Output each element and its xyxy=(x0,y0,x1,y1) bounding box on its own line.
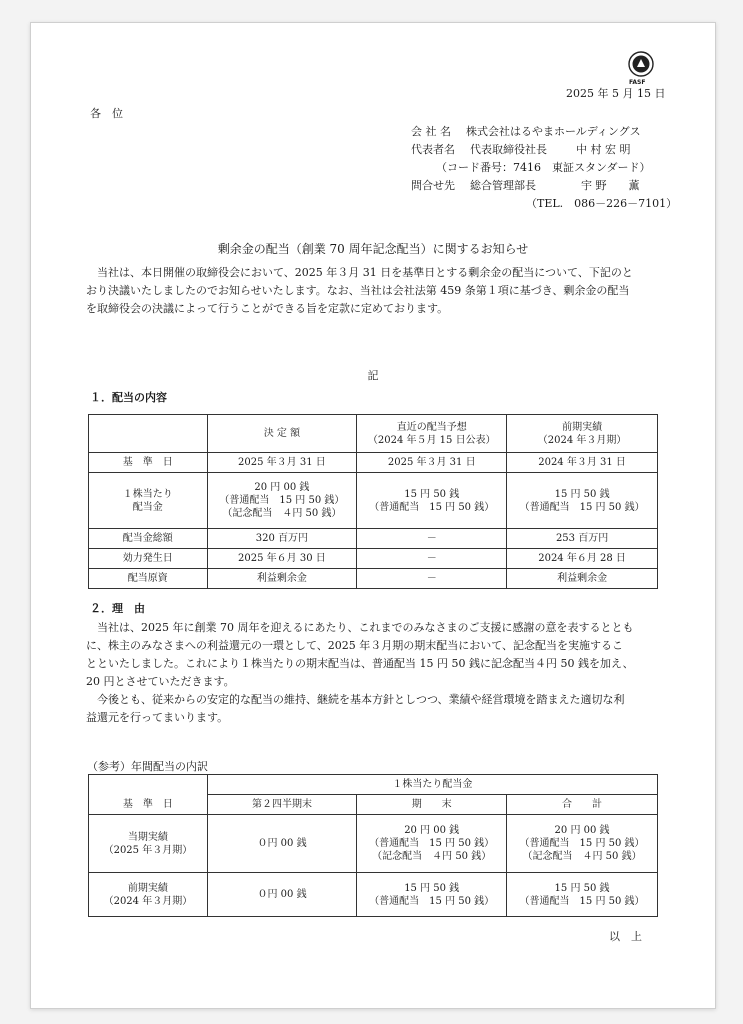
intro-paragraph xyxy=(86,264,666,318)
reason-line: 当社は、2025 年に創業 70 周年を迎えるにあたり、これまでのみなさまのご支援に感謝の意を表するととも xyxy=(97,621,634,634)
rep-label: 代表者名 xyxy=(411,143,455,156)
table-cell: 2025 年３月 31 日 xyxy=(357,453,507,473)
table-header-cell: 直近の配当予想 （2024 年５月 15 日公表） xyxy=(357,415,507,453)
reason-line: 20 円とさせていただきます。 xyxy=(86,675,235,688)
table-cell: 20 円 00 銭 （普通配当 15 円 50 銭） （記念配当 ４円 50 銭） xyxy=(357,815,507,873)
table-cell: 253 百万円 xyxy=(507,529,658,549)
table-cell: － xyxy=(357,529,507,549)
table-cell: ０円 00 銭 xyxy=(207,873,356,917)
contact-tel: （TEL. 086－226－7101） xyxy=(526,197,678,210)
reason-line: 今後とも、従来からの安定的な配当の維持、継続を基本方針としつつ、業績や経営環境を踏まえた適切な利 xyxy=(97,693,625,706)
company-name: 株式会社はるやまホールディングス xyxy=(466,125,641,138)
ki-marker: 記 xyxy=(367,369,379,382)
table-cell: 利益剰余金 xyxy=(507,569,658,589)
table-header-row xyxy=(89,795,658,815)
table-cell: ０円 00 銭 xyxy=(207,815,356,873)
table-row xyxy=(89,453,658,473)
table-cell: 基 準 日 xyxy=(89,453,208,473)
logo-label: FASF xyxy=(629,79,646,86)
table-header-cell: 前期実績 （2024 年３月期） xyxy=(507,415,658,453)
reason-line: に、株主のみなさまへの利益還元の一環として、2025 年３月期の期末配当において、記念配当を実施するこ xyxy=(86,639,624,652)
document-date: 2025 年 5 月 15 日 xyxy=(566,87,666,100)
reason-line: 益還元を行ってまいります。 xyxy=(86,711,229,724)
reference-caption: （参考）年間配当の内訳 xyxy=(87,760,208,773)
document-title: 剰余金の配当（創業 70 周年記念配当）に関するお知らせ xyxy=(217,242,529,256)
table-cell: 配当原資 xyxy=(89,569,208,589)
table-header-cell xyxy=(89,415,208,453)
table-header-cell xyxy=(89,775,208,795)
intro-line: を取締役会の決議によって行うことができる旨を定款に定めております。 xyxy=(86,302,449,315)
table-row xyxy=(89,873,658,917)
reason-line: とといたしました。これにより１株当たりの期末配当は、普通配当 15 円 50 銭に記念配当４円 50 銭を加え、 xyxy=(86,657,634,670)
closing-mark: 以 上 xyxy=(609,930,642,943)
table-cell: 2025 年６月 30 日 xyxy=(207,549,357,569)
table-cell: 20 円 00 銭 （普通配当 15 円 50 銭） （記念配当 ４円 50 銭） xyxy=(507,815,658,873)
dividend-table xyxy=(88,414,658,589)
reason-paragraph xyxy=(86,619,666,727)
annual-dividend-table xyxy=(88,774,658,917)
table-header-cell: 第２四半期末 xyxy=(207,795,356,815)
stock-code: （コード番号：7416 東証スタンダード） xyxy=(436,161,651,174)
table-row xyxy=(89,569,658,589)
intro-line: 当社は、本日開催の取締役会において、2025 年３月 31 日を基準日とする剰余金の配当について、下記のと xyxy=(97,266,633,279)
table-cell: 2024 年３月 31 日 xyxy=(507,453,658,473)
table-cell: 2025 年３月 31 日 xyxy=(207,453,357,473)
section2-heading: ２．理 由 xyxy=(90,602,145,615)
rep-title: 代表取締役社長 xyxy=(470,143,547,156)
rep-name: 中 村 宏 明 xyxy=(576,143,631,156)
contact-name: 宇 野 薫 xyxy=(581,179,640,192)
table-header-cell: 期 末 xyxy=(357,795,507,815)
fasf-logo-icon xyxy=(628,51,654,77)
table-cell: 15 円 50 銭 （普通配当 15 円 50 銭） xyxy=(357,473,507,529)
table-group-header-cell: １株当たり配当金 xyxy=(207,775,657,795)
contact-label: 問合せ先 xyxy=(411,179,455,192)
table-cell: 効力発生日 xyxy=(89,549,208,569)
table-cell: － xyxy=(357,549,507,569)
table-header-cell: 基 準 日 xyxy=(89,795,208,815)
document-page xyxy=(30,22,716,1009)
table-cell: 15 円 50 銭 （普通配当 15 円 50 銭） xyxy=(507,873,658,917)
addressee: 各 位 xyxy=(90,107,123,120)
table-row xyxy=(89,473,658,529)
table-cell: 前期実績 （2024 年３月期） xyxy=(89,873,208,917)
table-cell: 配当金総額 xyxy=(89,529,208,549)
table-header-cell: 合 計 xyxy=(507,795,658,815)
table-cell: １株当たり 配当金 xyxy=(89,473,208,529)
table-cell: 当期実績 （2025 年３月期） xyxy=(89,815,208,873)
sender-info xyxy=(391,123,677,213)
table-cell: 2024 年６月 28 日 xyxy=(507,549,658,569)
company-label: 会 社 名 xyxy=(411,125,451,138)
contact-title: 総合管理部長 xyxy=(470,179,536,192)
table-cell: － xyxy=(357,569,507,589)
intro-line: おり決議いたしましたのでお知らせいたします。なお、当社は会社法第 459 条第１項に基づき、剰余金の配当 xyxy=(86,284,630,297)
table-cell: 15 円 50 銭 （普通配当 15 円 50 銭） xyxy=(507,473,658,529)
table-header-cell: 決 定 額 xyxy=(207,415,357,453)
table-row xyxy=(89,815,658,873)
table-row xyxy=(89,549,658,569)
table-row xyxy=(89,529,658,549)
table-cell: 20 円 00 銭 （普通配当 15 円 50 銭） （記念配当 ４円 50 銭） xyxy=(207,473,357,529)
section1-heading: １．配当の内容 xyxy=(90,391,167,404)
table-group-header-row xyxy=(89,775,658,795)
table-cell: 利益剰余金 xyxy=(207,569,357,589)
table-header-row xyxy=(89,415,658,453)
table-cell: 15 円 50 銭 （普通配当 15 円 50 銭） xyxy=(357,873,507,917)
table-cell: 320 百万円 xyxy=(207,529,357,549)
